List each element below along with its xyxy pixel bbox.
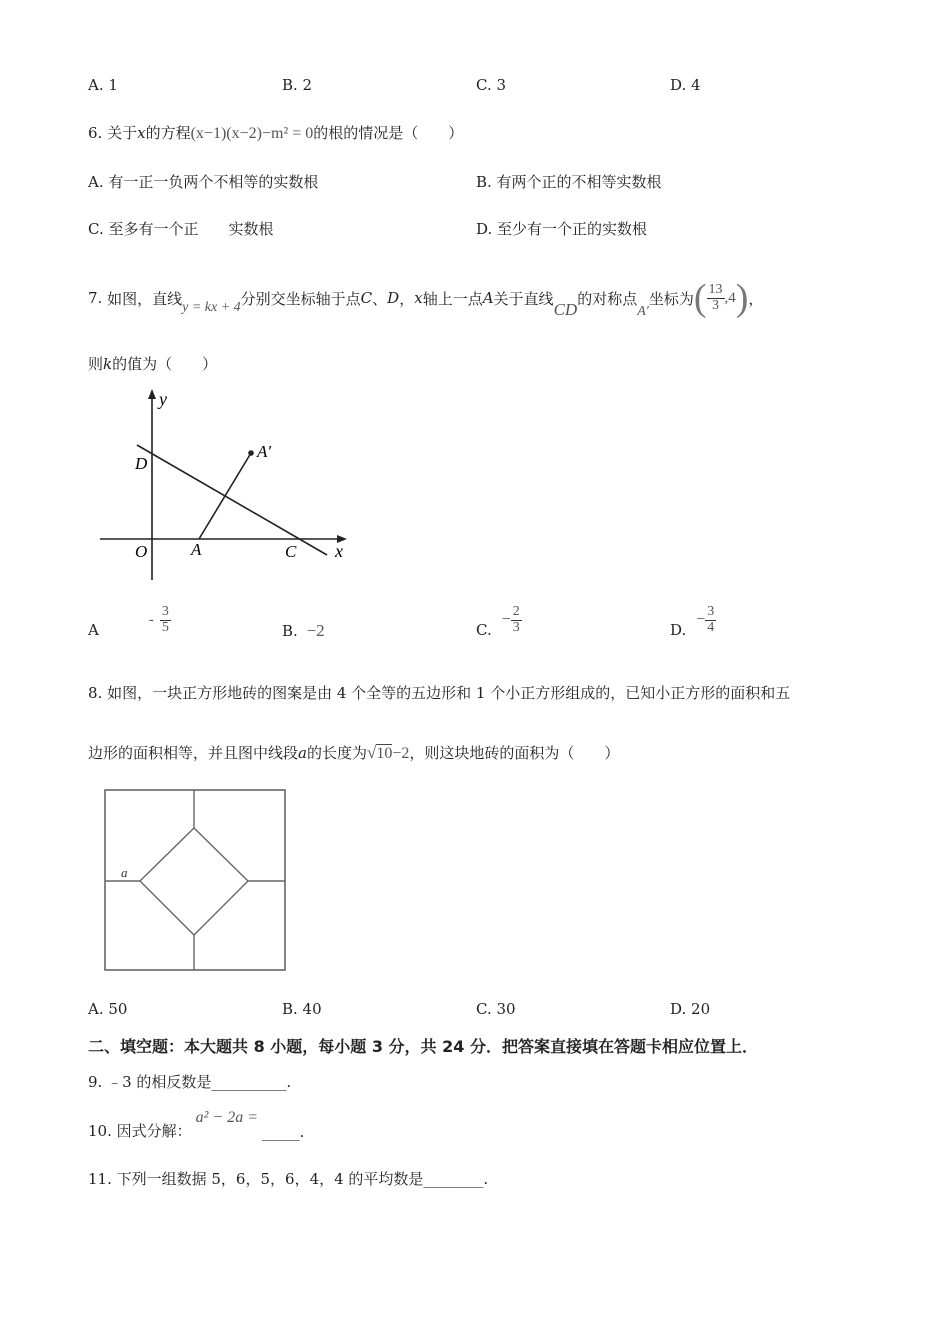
q6-equation: (x−1)(x−2)−m² = 0	[190, 125, 314, 142]
q7-coord-fraction	[707, 283, 725, 313]
q7-option-d-sign: −	[696, 611, 706, 628]
q8-tile-figure	[103, 788, 287, 972]
q7-option-a-label: A	[88, 621, 99, 639]
q7-var-x: x	[414, 289, 423, 307]
q8-sqrt-icon: √	[366, 743, 377, 762]
q8-stem-line1: 8. 如图，一块正方形地砖的图案是由 4 个全等的五边形和 1 个小正方形组成的，已知小正方形的面积和五	[88, 684, 791, 702]
q7-text-1: 如图，直线	[107, 289, 183, 308]
q7-label-d: D	[135, 454, 148, 473]
q7-option-d	[670, 598, 716, 642]
q8-inner-square	[140, 828, 248, 935]
q8-line2-pre: 边形的面积相等，并且图中线段	[88, 744, 299, 762]
q7-point-c: C	[360, 289, 373, 307]
q6-number: 6.	[88, 124, 103, 142]
q7-label-x: x	[335, 541, 343, 561]
q8-sqrt-value: 10	[376, 745, 393, 762]
q7-label-a-prime: A′	[257, 442, 272, 461]
q6-option-d: D. 至少有一个正的实数根	[476, 220, 648, 238]
q7-option-a-sign: -	[148, 611, 154, 628]
q7-option-d-fraction	[705, 605, 716, 635]
q7-coord-y: ,4	[724, 289, 736, 306]
q7-point-a: A	[482, 289, 494, 307]
q7-text-6: 的对称点	[577, 289, 638, 308]
q7-option-c-fraction	[511, 605, 522, 635]
q6-text-mid: 的方程	[145, 124, 191, 142]
q7-text-7: 坐标为	[648, 289, 694, 308]
q10-stem	[88, 1106, 304, 1142]
q7-text-3: ，	[399, 289, 415, 308]
q6-option-b: B. 有两个正的不相等实数根	[476, 173, 662, 191]
q7-label-y: y	[159, 389, 167, 409]
q8-line2-mid: 的长度为	[306, 744, 367, 762]
q7-option-c-den: 3	[512, 619, 520, 635]
q11-stem: 11. 下列一组数据 5，6，5，6，4，4 的平均数是________.	[88, 1170, 489, 1188]
q8-option-c: C. 30	[476, 1000, 516, 1018]
q7-text-8: ，	[748, 289, 764, 308]
q7-label-a: A	[191, 540, 202, 559]
q8-line2-post: ，则这块地砖的面积为（ ）	[409, 744, 620, 762]
q7-line2-pre: 则	[88, 355, 104, 373]
q6-text-pre: 关于	[107, 124, 138, 142]
q5-option-a: A. 1	[88, 76, 118, 94]
q7-option-a-den: 5	[161, 619, 169, 635]
q8-option-a: A. 50	[88, 1000, 128, 1018]
q7-text-5: 关于直线	[493, 289, 554, 308]
q7-option-d-den: 4	[707, 619, 715, 635]
q7-option-b-label: B.	[282, 622, 298, 640]
q7-text-4: 轴上一点	[422, 289, 483, 308]
q8-minus-two: −2	[392, 745, 410, 762]
q7-option-a	[88, 598, 171, 642]
q7-line2-post: 的值为（ ）	[112, 355, 218, 373]
q7-point-d: D	[387, 289, 400, 307]
q8-label-a: a	[121, 865, 128, 880]
q6-stem	[88, 122, 463, 143]
q7-stem	[88, 276, 763, 320]
q7-option-c-sign: −	[501, 611, 511, 628]
q5-option-c: C. 3	[476, 76, 507, 94]
q7-option-a-num: 3	[161, 603, 169, 619]
q8-var-a: a	[298, 744, 307, 762]
q7-option-d-label: D.	[670, 621, 687, 639]
q6-option-a: A. 有一正一负两个不相等的实数根	[88, 173, 319, 191]
q7-option-c-label: C.	[476, 621, 492, 639]
section-2-heading: 二、填空题：本大题共 8 小题，每小题 3 分，共 24 分．把答案直接填在答题卡相应位置上．	[88, 1037, 758, 1056]
q8-option-d: D. 20	[670, 1000, 711, 1018]
q8-option-b: B. 40	[282, 1000, 322, 1018]
q7-coord-den: 3	[712, 297, 719, 313]
q10-blank: _____.	[262, 1123, 305, 1141]
q8-outer-square	[105, 790, 285, 970]
q7-option-b	[282, 621, 325, 641]
q7-coordinate-figure	[95, 385, 360, 590]
q7-segment-aa-prime	[199, 453, 251, 539]
q6-option-c: C. 至多有一个正 实数根	[88, 220, 274, 238]
q7-line-cd: CD	[553, 300, 578, 319]
q6-text-post: 的根的情况是（ ）	[313, 124, 464, 142]
q7-paren-open-icon: (	[693, 277, 707, 319]
q6-var: x	[137, 124, 146, 142]
q7-label-o: O	[135, 542, 148, 561]
q7-var-k: k	[103, 355, 113, 373]
q7-line-equation: y = kx + 4	[182, 300, 241, 315]
q5-option-d: D. 4	[670, 76, 701, 94]
q9-stem: 9. ﹣3 的相反数是__________.	[88, 1073, 292, 1091]
q7-option-a-fraction	[160, 605, 171, 635]
q7-stem-line2	[88, 353, 217, 374]
q7-sep: 、	[372, 289, 388, 308]
q7-text-2: 分别交坐标轴于点	[240, 289, 361, 308]
q7-number: 7.	[88, 289, 103, 307]
q7-coord-num: 13	[708, 281, 723, 297]
q7-point-a-prime: A′	[637, 304, 649, 319]
q7-option-c	[476, 598, 522, 642]
q8-stem-line2	[88, 742, 619, 763]
q7-label-c: C	[285, 542, 297, 561]
q10-pre: 10. 因式分解：	[88, 1121, 192, 1140]
q7-option-b-value: −2	[306, 621, 325, 640]
q5-option-b: B. 2	[282, 76, 313, 94]
q7-paren-close-icon: )	[735, 277, 749, 319]
q7-option-d-num: 3	[707, 603, 715, 619]
q7-y-arrow-icon	[148, 389, 156, 399]
q10-expression: a² − 2a =	[195, 1109, 259, 1126]
q7-option-c-num: 2	[512, 603, 520, 619]
q7-point-a-prime-dot	[248, 450, 254, 456]
